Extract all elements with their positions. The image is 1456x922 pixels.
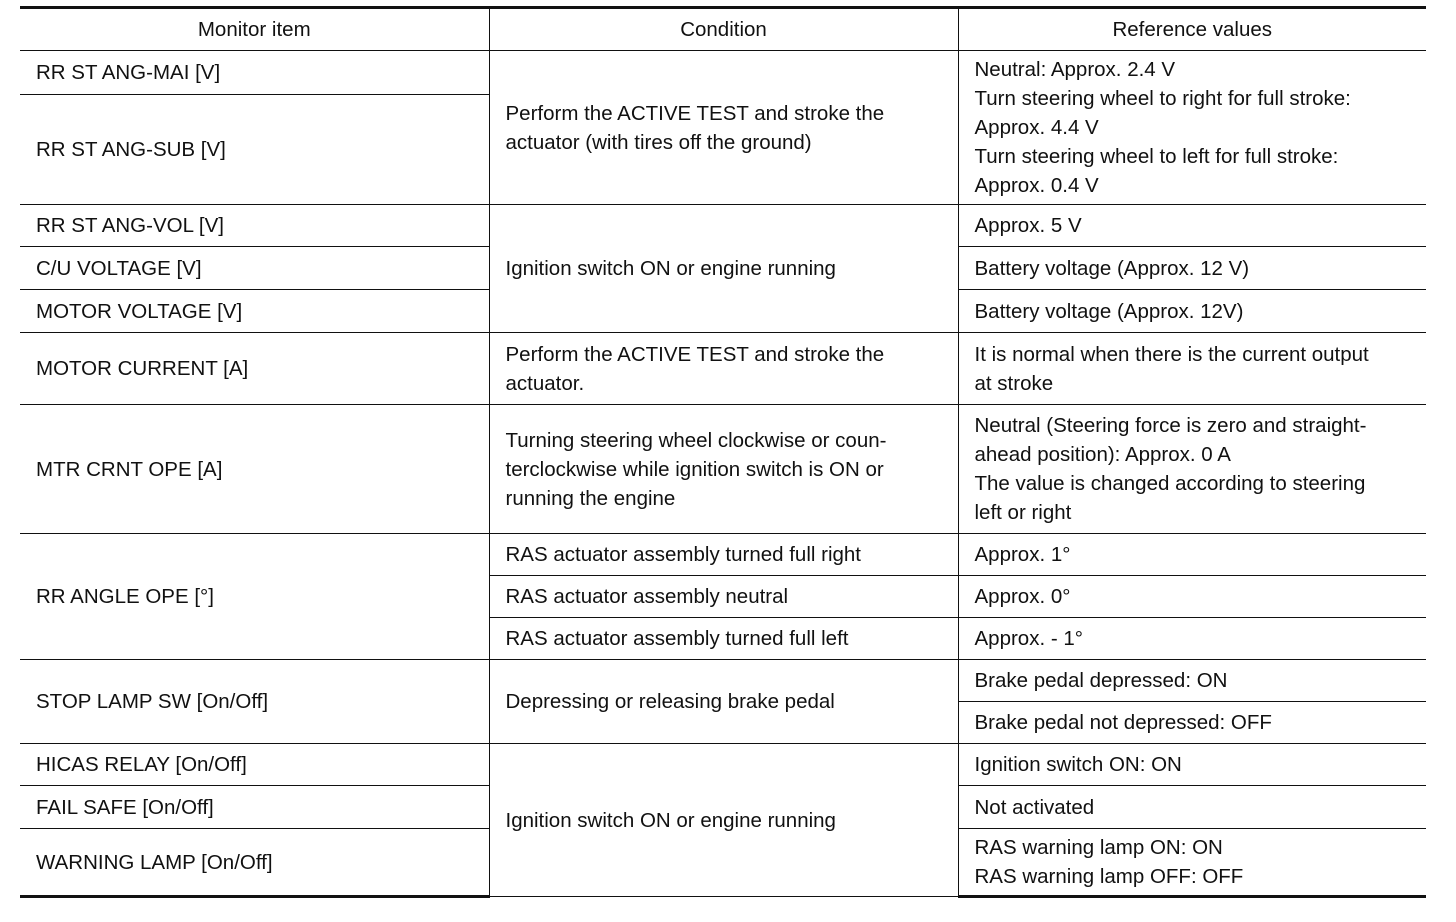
- condition-cell: RAS actuator assembly neutral: [489, 576, 958, 618]
- reference-line: Approx. 4.4 V: [974, 116, 1099, 139]
- header-condition: Condition: [489, 8, 958, 51]
- reference-cell: Not activated: [958, 786, 1426, 829]
- reference-line: Neutral (Steering force is zero and straight-: [974, 414, 1367, 437]
- condition-cell: Ignition switch ON or engine running: [489, 205, 958, 333]
- monitor-item-cell: STOP LAMP SW [On/Off]: [20, 660, 489, 744]
- monitor-item-cell: HICAS RELAY [On/Off]: [20, 744, 489, 786]
- table-row: [20, 205, 1426, 247]
- reference-cell: [958, 51, 1426, 205]
- condition-cell: [489, 333, 958, 405]
- monitor-item-cell: MOTOR CURRENT [A]: [20, 333, 489, 405]
- reference-cell: [958, 829, 1426, 897]
- condition-line: Perform the ACTIVE TEST and stroke the: [505, 101, 885, 125]
- reference-cell: Battery voltage (Approx. 12 V): [958, 247, 1426, 290]
- reference-line: It is normal when there is the current output: [974, 342, 1369, 366]
- reference-cell: Approx. 5 V: [958, 205, 1426, 247]
- table-header-row: [20, 8, 1426, 51]
- monitor-item-cell: RR ST ANG-SUB [V]: [20, 94, 489, 204]
- monitor-item-cell: MTR CRNT OPE [A]: [20, 405, 489, 534]
- reference-cell: Approx. 1°: [958, 534, 1426, 576]
- condition-cell: Ignition switch ON or engine running: [489, 744, 958, 897]
- reference-cell: Brake pedal depressed: ON: [958, 660, 1426, 702]
- condition-line: actuator (with tires off the ground): [505, 130, 812, 154]
- reference-cell: [958, 333, 1426, 405]
- reference-line: The value is changed according to steering: [974, 472, 1366, 495]
- condition-line: Perform the ACTIVE TEST and stroke the: [505, 342, 885, 366]
- condition-line: terclockwise while ignition switch is ON or: [505, 457, 884, 481]
- reference-line: Approx. 0.4 V: [974, 174, 1099, 197]
- reference-cell: [958, 405, 1426, 534]
- condition-cell: RAS actuator assembly turned full left: [489, 618, 958, 660]
- condition-cell: Depressing or releasing brake pedal: [489, 660, 958, 744]
- reference-line: RAS warning lamp OFF: OFF: [974, 865, 1244, 888]
- table-row: [20, 333, 1426, 405]
- reference-line: Neutral: Approx. 2.4 V: [974, 58, 1176, 81]
- table-row: [20, 405, 1426, 534]
- condition-line: running the engine: [505, 486, 676, 510]
- monitor-item-cell: RR ST ANG-VOL [V]: [20, 205, 489, 247]
- condition-cell: RAS actuator assembly turned full right: [489, 534, 958, 576]
- monitor-table-page: [20, 6, 1426, 898]
- reference-line: RAS warning lamp ON: ON: [974, 836, 1223, 859]
- table-row: [20, 660, 1426, 702]
- reference-line: Turn steering wheel to left for full stroke:: [974, 145, 1339, 168]
- reference-cell: Brake pedal not depressed: OFF: [958, 702, 1426, 744]
- table-row: [20, 51, 1426, 95]
- condition-cell: [489, 405, 958, 534]
- reference-cell: Approx. 0°: [958, 576, 1426, 618]
- monitor-item-cell: MOTOR VOLTAGE [V]: [20, 290, 489, 333]
- monitor-item-cell: RR ST ANG-MAI [V]: [20, 51, 489, 95]
- monitor-item-cell: FAIL SAFE [On/Off]: [20, 786, 489, 829]
- condition-line: Turning steering wheel clockwise or coun-: [505, 428, 887, 452]
- condition-line: actuator.: [505, 371, 585, 395]
- condition-cell: [489, 51, 958, 205]
- reference-line: ahead position): Approx. 0 A: [974, 443, 1231, 466]
- reference-line: Turn steering wheel to right for full stroke:: [974, 87, 1351, 110]
- reference-cell: Approx. - 1°: [958, 618, 1426, 660]
- reference-cell: Battery voltage (Approx. 12V): [958, 290, 1426, 333]
- reference-cell: Ignition switch ON: ON: [958, 744, 1426, 786]
- header-reference-values: Reference values: [958, 8, 1426, 51]
- table-row: [20, 534, 1426, 576]
- monitor-item-cell: WARNING LAMP [On/Off]: [20, 829, 489, 897]
- monitor-item-cell: RR ANGLE OPE [°]: [20, 534, 489, 660]
- reference-line: left or right: [974, 501, 1072, 524]
- monitor-item-cell: C/U VOLTAGE [V]: [20, 247, 489, 290]
- table-row: [20, 744, 1426, 786]
- monitor-item-table: [20, 6, 1426, 898]
- header-monitor-item: Monitor item: [20, 8, 489, 51]
- reference-line: at stroke: [974, 371, 1054, 395]
